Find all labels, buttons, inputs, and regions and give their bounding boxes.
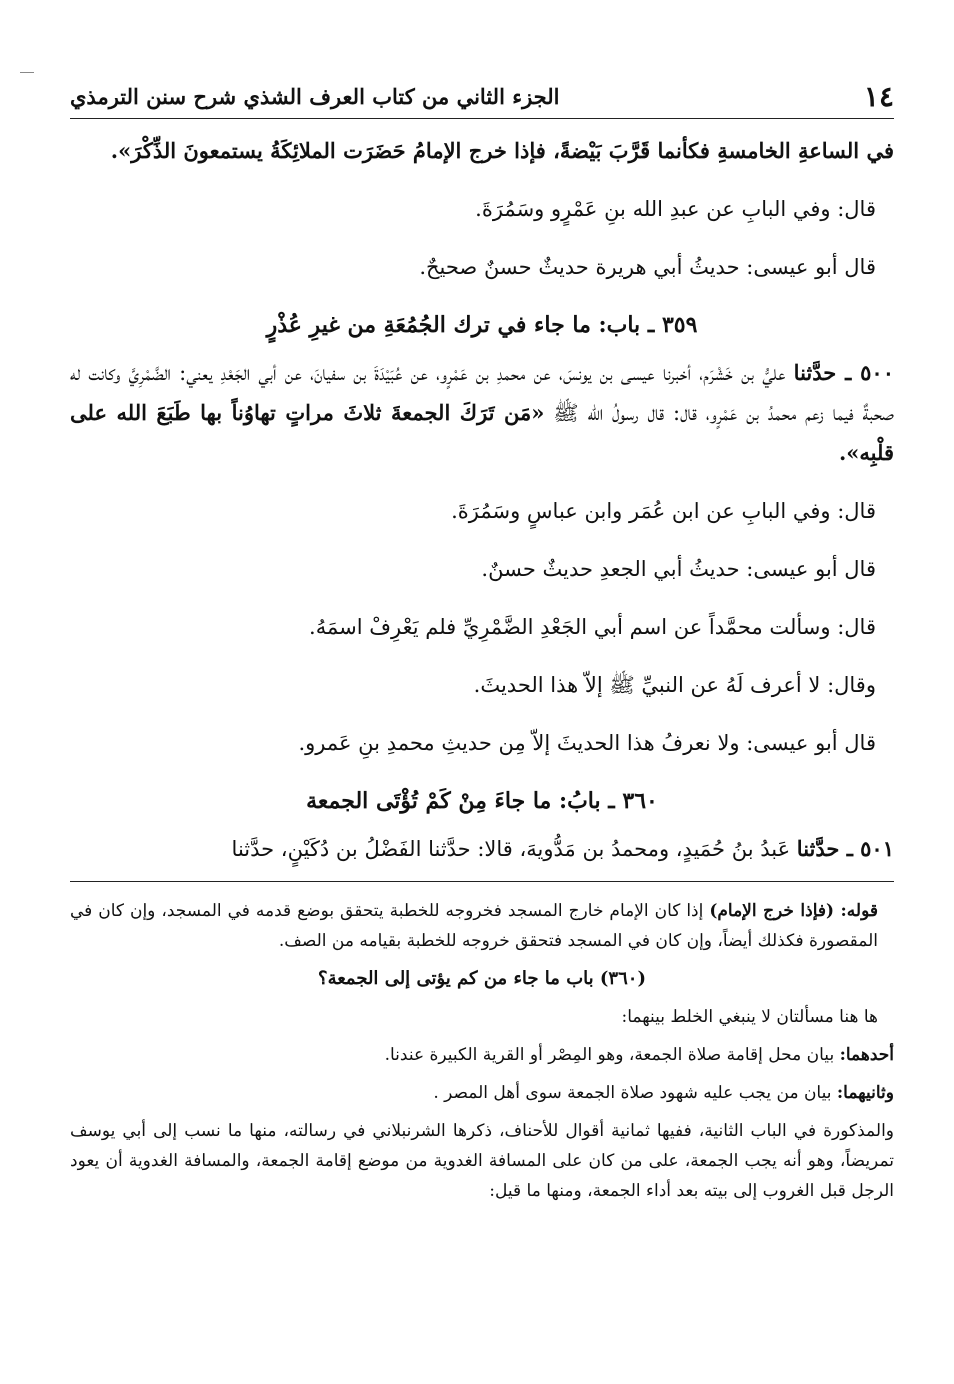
commentary-paragraph-2: ها هنا مسألتان لا ينبغي الخلط بينهما: — [621, 1007, 878, 1027]
hadith-499-end: في الساعةِ الخامسةِ فكأنما قَرَّبَ بَيْضةً، فإذا خرج الإمامُ حَضَرَت الملائِكَةُ يستمعونَ الذِّكْرَ». — [110, 138, 894, 163]
commentary-section — [70, 896, 894, 1206]
hadith-500 — [70, 353, 894, 473]
commentary-3-lead: أحدهما: — [839, 1045, 894, 1065]
hadith-501 — [70, 829, 894, 869]
commentary-1-text: إذا كان الإمام خارج المسجد فخروجه للخطبة يتحقق بوضع قدمه في المسجد، وإن كان في المقصورة فكذلك أيضاً، وإن كان في المسجد فتحقق خروجه للخطبة بقيامه من الصف. — [70, 901, 878, 951]
paragraph-statement: وقال: لا أعرف لَهُ عن النبيِّ ﷺ إلاّ هذا الحديثَ. — [473, 673, 876, 697]
hadith-501-number: ٥٠١ ـ حدَّثنا — [796, 836, 894, 861]
book-page — [70, 74, 894, 1364]
paragraph-question: قال: وسألت محمَّداً عن اسم أبي الجَعْدِ الضَّمْرِيِّ فلم يَعْرِفْ اسمَهُ. — [309, 615, 876, 639]
commentary-4-lead: وثانيهما: — [836, 1083, 894, 1103]
main-text — [70, 131, 894, 869]
page-header — [70, 74, 894, 119]
hadith-500-isnad: عليُّ بن خَشْرَم، أخبرنا عيسى بن يونسَ، عن محمدِ بن عَمْرٍو، عن عُبَيْدَةَ بن سفيانَ، عن أبي الجَعْدِ يعني: الضَّمْرِيَّ وكانت له صحبةٌ فيما زعم محمدُ بن عَمْرٍو، قال: قال رسولُ الله ﷺ — [70, 361, 894, 425]
page-number: ١٤ — [863, 80, 894, 113]
paragraph-bab-note-1: قال: وفي البابِ عن عبدِ الله بنِ عَمْرٍو وسَمُرَةَ. — [475, 197, 876, 221]
commentary-heading-360: (٣٦٠) باب ما جاء من كم يؤتى إلى الجمعة؟ — [318, 968, 646, 989]
commentary-paragraph-4 — [70, 1078, 894, 1108]
commentary-3-text: بيان محل إقامة صلاة الجمعة، وهو المِصْر أو القرية الكبيرة عندنا. — [384, 1045, 835, 1065]
commentary-paragraph-1 — [70, 896, 894, 956]
running-title: الجزء الثاني من كتاب العرف الشذي شرح سنن الترمذي — [70, 84, 560, 109]
footnote-divider — [70, 881, 894, 882]
scan-mark — [20, 72, 34, 73]
paragraph-abu-isa-1: قال أبو عيسى: حديثُ أبي هريرة حديثٌ حسنٌ صحيحٌ. — [419, 255, 876, 279]
commentary-paragraph-5: والمذكورة في الباب الثانية، ففيها ثمانية أقوال للأحناف، ذكرها الشرنبلاني في رسالته، منها ما نسب إلى أبي يوسف تمريضاً، وهو أنه يجب الجمعة، على من كان على المسافة الغدوية من موضع إقامة الجمعة، والمسافة الغدوية أن يعود الرجل قبل الغروب إلى بيته بعد أداء الجمعة، ومنها ما قيل: — [70, 1121, 894, 1201]
paragraph-bab-note-2: قال: وفي البابِ عن ابن عُمَر وابن عباسٍ وسَمُرَةَ. — [451, 499, 876, 523]
commentary-4-text: بيان من يجب عليه شهود صلاة الجمعة سوى أهل المصر . — [433, 1083, 832, 1103]
hadith-501-isnad: عَبدُ بنُ حُمَيدٍ، ومحمدُ بن مَدُّويهَ، قالا: حدَّثنا الفَضْلُ بن دُكَيْنٍ، حدَّثنا — [231, 837, 791, 861]
hadith-500-matn: «مَن تَرَكَ الجمعةَ ثلاثَ مراتٍ تهاوُناً بها طَبَعَ الله على قلْبِه». — [70, 400, 894, 465]
chapter-heading-359: ٣٥٩ ـ باب: ما جاء في ترك الجُمُعَةِ من غيرِ عُذْرٍ — [266, 312, 698, 338]
hadith-500-number: ٥٠٠ ـ حدَّثنا — [793, 360, 894, 385]
paragraph-abu-isa-2: قال أبو عيسى: حديثُ أبي الجعدِ حديثٌ حسنٌ. — [481, 557, 876, 581]
chapter-heading-360: ٣٦٠ ـ بابُ: ما جاءَ مِنْ كَمْ تُؤْتَى الجمعة — [306, 788, 658, 814]
commentary-1-lead: قوله: (فإذا خرج الإمام) — [709, 901, 879, 921]
commentary-paragraph-3 — [70, 1040, 894, 1070]
paragraph-abu-isa-3: قال أبو عيسى: ولا نعرفُ هذا الحديثَ إلاّ مِن حديثِ محمدِ بنِ عَمرو. — [298, 731, 876, 755]
